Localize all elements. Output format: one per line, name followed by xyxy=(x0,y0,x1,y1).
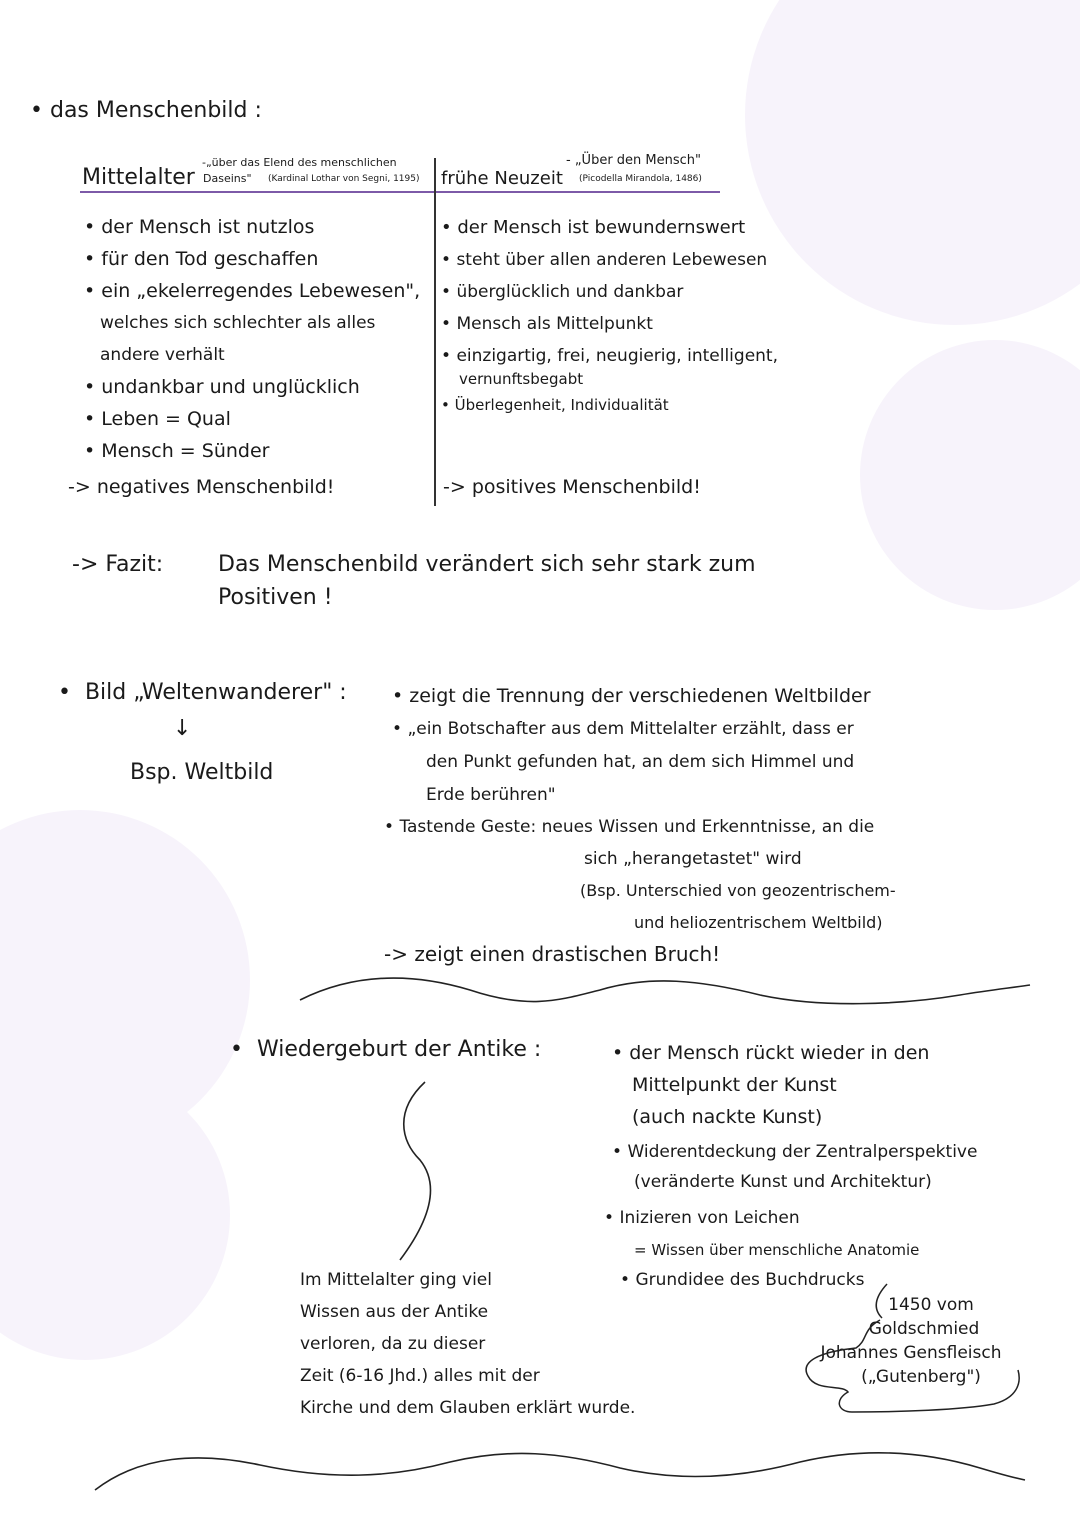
col-right-source-author: (Picodella Mirandola, 1486) xyxy=(579,174,702,184)
list-item: • der Mensch ist nutzlos xyxy=(84,211,420,243)
bullet: • xyxy=(392,719,408,739)
point-text: Erde berühren" xyxy=(426,785,556,805)
point-text: den Punkt gefunden hat, an dem sich Himmel und xyxy=(426,752,855,772)
bullet: • xyxy=(384,817,400,837)
note-line: Goldschmied xyxy=(868,1319,980,1339)
fazit-line-1: Das Menschenbild verändert sich sehr stark zum xyxy=(218,552,756,577)
list-item: • für den Tod geschaffen xyxy=(84,243,420,275)
heading-bullet: • xyxy=(30,98,50,123)
col-right-era: frühe Neuzeit xyxy=(441,168,563,189)
heading-text: Wiedergeburt der Antike : xyxy=(256,1037,542,1062)
note-line: 1450 vom xyxy=(888,1295,974,1315)
point-text: Widerentdeckung der Zentralperspektive xyxy=(627,1142,978,1162)
col-left-era: Mittelalter xyxy=(82,165,195,190)
example-weltbild: Bsp. Weltbild xyxy=(130,760,274,785)
col-left-source-title: -„über das Elend des menschlichen xyxy=(202,156,397,169)
list-item: • Mensch als Mittelpunkt xyxy=(441,308,778,340)
point-text: neues Wissen und Erkenntnisse, an die xyxy=(541,817,875,837)
point-text: Grundidee des Buchdrucks xyxy=(635,1270,865,1290)
note-line: verloren, da zu dieser xyxy=(300,1334,486,1354)
fazit-line-2: Positiven ! xyxy=(218,585,333,610)
bullet: • xyxy=(620,1270,636,1290)
note-line: Wissen aus der Antike xyxy=(300,1302,489,1322)
list-item: • steht über allen anderen Lebewesen xyxy=(441,244,778,276)
list-item: • undankbar und unglücklich xyxy=(84,371,420,403)
point-text: „ein Botschafter aus dem Mittelalter erzählt, dass er xyxy=(407,719,854,739)
note-line: Im Mittelalter ging viel xyxy=(300,1270,492,1290)
weltenwanderer-conclusion: -> zeigt einen drastischen Bruch! xyxy=(384,942,721,966)
col-left-source-title2: Daseins" xyxy=(203,172,252,185)
heading-text: Bild „Weltenwanderer" : xyxy=(84,680,347,705)
list-item: • Überlegenheit, Individualität xyxy=(441,390,778,420)
wavy-brace xyxy=(400,1082,430,1260)
list-item: • Leben = Qual xyxy=(84,403,420,435)
point-text: (veränderte Kunst und Architektur) xyxy=(634,1172,932,1192)
note-line: („Gutenberg") xyxy=(861,1367,981,1387)
col-left-source-author: (Kardinal Lothar von Segni, 1195) xyxy=(268,174,420,184)
gutenberg-arrow-stroke xyxy=(876,1284,887,1318)
bullet: • xyxy=(612,1042,630,1064)
wavy-divider-bottom xyxy=(95,1453,1025,1490)
point-text: und heliozentrischem Weltbild) xyxy=(634,913,883,932)
point-text: sich „herangetastet" wird xyxy=(584,849,802,869)
point-text: der Mensch rückt wieder in den xyxy=(629,1042,930,1064)
list-item: • überglücklich und dankbar xyxy=(441,276,778,308)
list-item: andere verhält xyxy=(100,345,225,365)
col-right-conclusion: -> positives Menschenbild! xyxy=(443,476,701,498)
heading-bullet: • xyxy=(230,1037,257,1062)
point-text: Inizieren von Leichen xyxy=(619,1208,800,1228)
down-arrow: ↓ xyxy=(173,716,192,741)
list-item: • Mensch = Sünder xyxy=(84,435,420,467)
list-item: • ein „ekelerregendes Lebewesen", xyxy=(84,275,420,307)
heading-text: das Menschenbild : xyxy=(49,98,262,123)
bullet: • xyxy=(392,685,410,707)
wavy-divider-top xyxy=(300,978,1030,1004)
gutenberg-bracket-stroke xyxy=(806,1320,1019,1412)
point-text: zeigt die Trennung der verschiedenen Weltbilder xyxy=(409,685,871,707)
point-label: Tastende Geste: xyxy=(399,817,537,837)
bullet: • xyxy=(612,1142,628,1162)
fazit-label: -> Fazit: xyxy=(72,552,164,577)
list-item: welches sich schlechter als alles xyxy=(100,313,376,333)
list-item: • der Mensch ist bewundernswert xyxy=(441,212,778,244)
col-left-conclusion: -> negatives Menschenbild! xyxy=(68,476,335,498)
point-text: (auch nackte Kunst) xyxy=(632,1106,823,1128)
list-item: vernunftsbegabt xyxy=(459,370,584,388)
note-line: Zeit (6-16 Jhd.) alles mit der xyxy=(300,1366,540,1386)
heading-bullet: • xyxy=(58,680,85,705)
note-line: Kirche und dem Glauben erklärt wurde. xyxy=(300,1398,636,1418)
point-text: = Wissen über menschliche Anatomie xyxy=(634,1241,920,1259)
note-line: Johannes Gensfleisch xyxy=(820,1343,1002,1363)
bullet: • xyxy=(604,1208,620,1228)
point-text: (Bsp. Unterschied von geozentrischem- xyxy=(580,881,896,900)
col-right-source-title: - „Über den Mensch" xyxy=(566,153,702,168)
list-item: • einzigartig, frei, neugierig, intelligent, xyxy=(441,340,778,368)
point-text: Mittelpunkt der Kunst xyxy=(632,1074,837,1096)
